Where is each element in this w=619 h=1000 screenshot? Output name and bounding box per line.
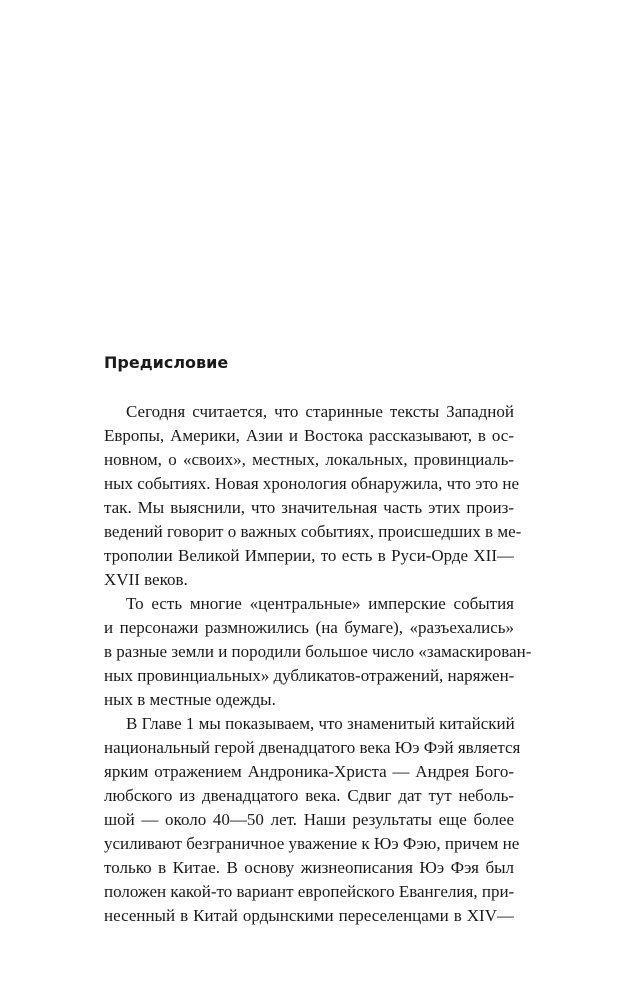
text-line: Сегодня считается, что старинные тексты Западной xyxy=(126,402,514,421)
text-line: ных провинциальных» дубликатов-отражений, наряжен- xyxy=(104,666,515,685)
text-line: несенный в Китай ордынскими переселенцами в XIV— xyxy=(104,906,514,925)
text-line: XVII веков. xyxy=(104,570,188,589)
text-line: ведений говорит о важных событиях, происшедших в ме- xyxy=(104,522,522,541)
text-line: усиливают безграничное уважение к Юэ Фэю, причем не xyxy=(104,834,520,853)
text-line: То есть многие «центральные» имперские события xyxy=(126,594,514,613)
text-line: трополии Великой Империи, то есть в Руси-Орде XII— xyxy=(104,546,514,565)
text-line: ных событиях. Новая хронология обнаружила, что это не xyxy=(104,474,520,493)
text-line: В Главе 1 мы показываем, что знаменитый китайский xyxy=(126,714,515,733)
text-line: положен какой-то вариант европейского Евангелия, при- xyxy=(104,882,515,901)
body-text xyxy=(104,400,532,928)
text-line: и персонажи размножились (на бумаге), «разъехались» xyxy=(104,618,514,637)
text-line: ных в местные одежды. xyxy=(104,690,276,709)
text-line: любского из двенадцатого века. Сдвиг дат тут неболь- xyxy=(104,786,514,805)
section-heading: Предисловие xyxy=(104,353,229,372)
text-line: новном, о «своих», местных, локальных, провинциаль- xyxy=(104,450,514,469)
text-line: только в Китае. В основу жизнеописания Юэ Фэя был xyxy=(104,858,514,877)
text-line: национальный герой двенадцатого века Юэ Фэй является xyxy=(104,738,521,757)
text-line: в разные земли и породили большое число «замаскирован- xyxy=(104,642,532,661)
text-line: ярким отражением Андроника-Христа — Андрея Бого- xyxy=(104,762,514,781)
text-line: Европы, Америки, Азии и Востока рассказывают, в ос- xyxy=(104,426,514,445)
text-line: шой — около 40—50 лет. Наши результаты еще более xyxy=(104,810,514,829)
text-line: так. Мы выяснили, что значительная часть этих произ- xyxy=(104,498,514,517)
